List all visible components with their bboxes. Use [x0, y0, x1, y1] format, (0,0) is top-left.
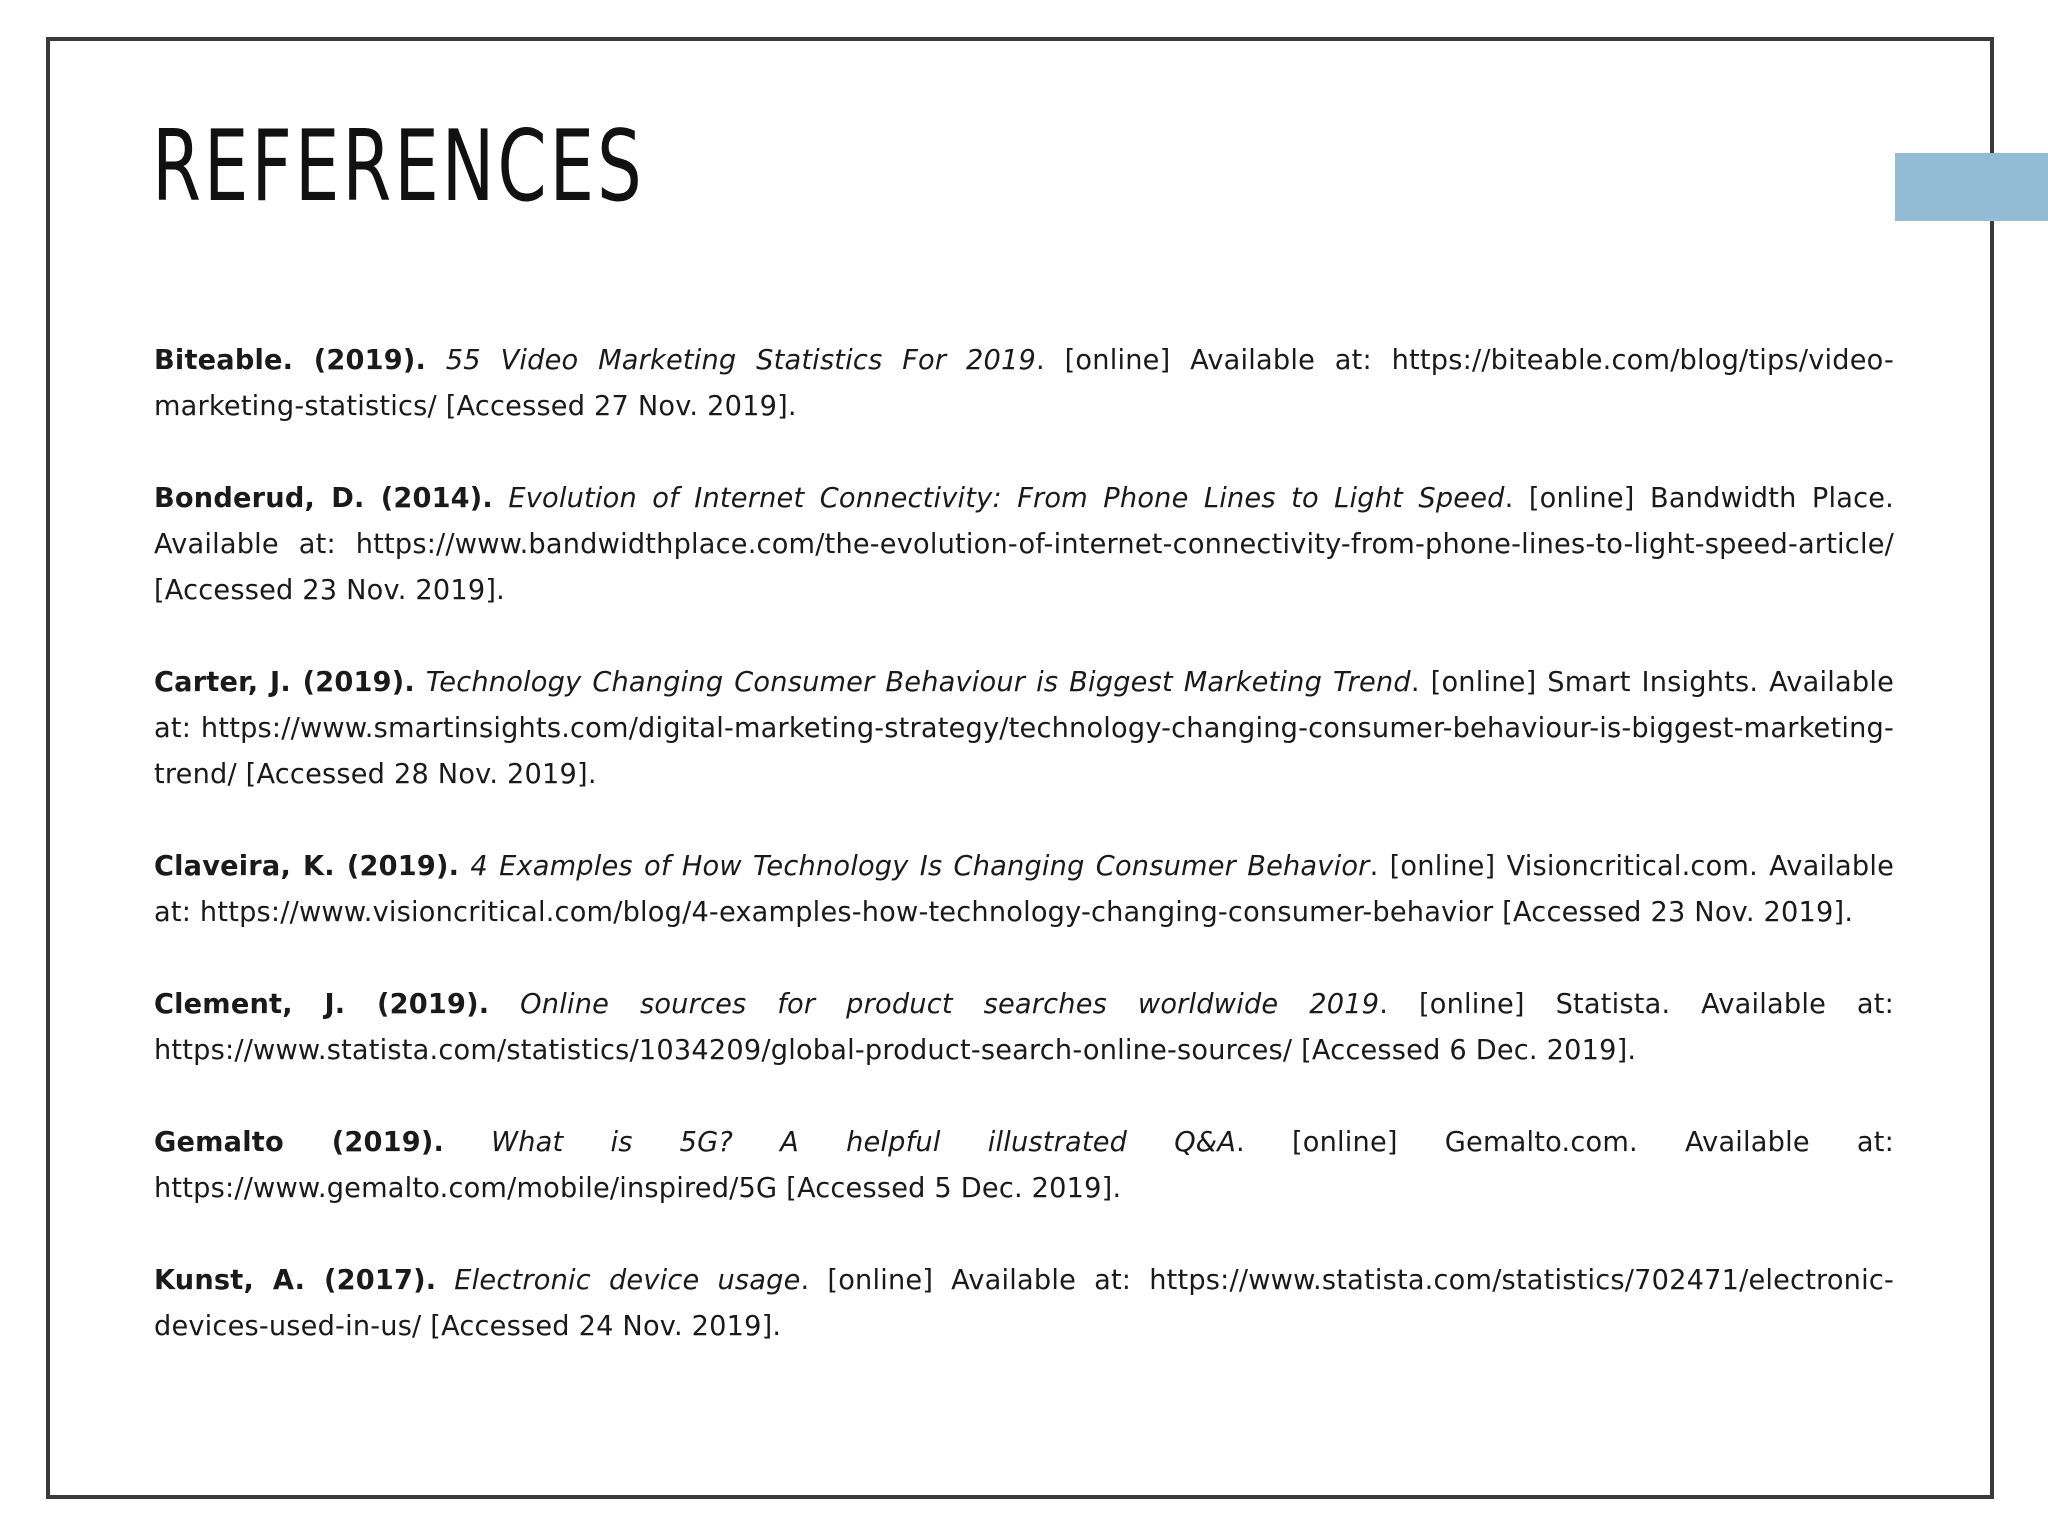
reference-title: Electronic device usage — [454, 1265, 801, 1296]
reference-author: Kunst, A. (2017). — [154, 1265, 437, 1296]
page-title: REFERENCES — [152, 110, 645, 224]
reference-entry — [154, 982, 1894, 1074]
accent-tab — [1895, 153, 2048, 221]
reference-title: Technology Changing Consumer Behaviour is Biggest Marketing Trend — [425, 667, 1411, 698]
reference-details: . [online] Available at: https://www.statista.com/statistics/702471/electronic-devices-used-in-us/ [Accessed 24 Nov. 2019]. — [154, 1265, 1895, 1342]
reference-entry — [154, 338, 1894, 430]
reference-details: . [online] Statista. Available at: https://www.statista.com/statistics/1034209/global-product-search-online-sources/ [Accessed 6 Dec. 2019]. — [154, 989, 1895, 1066]
reference-title: Online sources for product searches worldwide 2019 — [520, 989, 1380, 1020]
reference-author: Clement, J. (2019). — [154, 989, 490, 1020]
reference-entry — [154, 660, 1894, 798]
reference-details: . [online] Bandwidth Place. Available at: https://www.bandwidthplace.com/the-evolution-of-internet-connectivity-from-phone-lines-to-light-speed-article/ [Accessed 23 Nov. 2019]. — [154, 483, 1895, 606]
reference-details: . [online] Visioncritical.com. Available at: https://www.visioncritical.com/blog/4-examples-how-technology-changing-consumer-behavior [Accessed 23 Nov. 2019]. — [154, 851, 1895, 928]
reference-author: Carter, J. (2019). — [154, 667, 415, 698]
reference-details: . [online] Smart Insights. Available at: https://www.smartinsights.com/digital-marketing-strategy/technology-changing-consumer-behaviour-is-biggest-marketing-trend/ [Accessed 28 Nov. 2019]. — [154, 667, 1895, 790]
reference-entry — [154, 1258, 1894, 1350]
reference-entry — [154, 476, 1894, 614]
reference-title: Evolution of Internet Connectivity: From Phone Lines to Light Speed — [508, 483, 1505, 514]
reference-author: Gemalto (2019). — [154, 1127, 444, 1158]
reference-title: What is 5G? A helpful illustrated Q&A — [491, 1127, 1236, 1158]
reference-details: . [online] Gemalto.com. Available at: https://www.gemalto.com/mobile/inspired/5G [Accessed 5 Dec. 2019]. — [154, 1127, 1894, 1204]
reference-title: 4 Examples of How Technology Is Changing Consumer Behavior — [470, 851, 1370, 882]
reference-author: Biteable. (2019). — [154, 345, 427, 376]
reference-entry — [154, 1120, 1894, 1212]
reference-author: Claveira, K. (2019). — [154, 851, 460, 882]
reference-entry — [154, 844, 1894, 936]
reference-author: Bonderud, D. (2014). — [154, 483, 493, 514]
reference-list — [154, 338, 1894, 1396]
reference-details: . [online] Available at: https://biteable.com/blog/tips/video-marketing-statistics/ [Accessed 27 Nov. 2019]. — [154, 345, 1894, 422]
reference-title: 55 Video Marketing Statistics For 2019 — [445, 345, 1037, 376]
